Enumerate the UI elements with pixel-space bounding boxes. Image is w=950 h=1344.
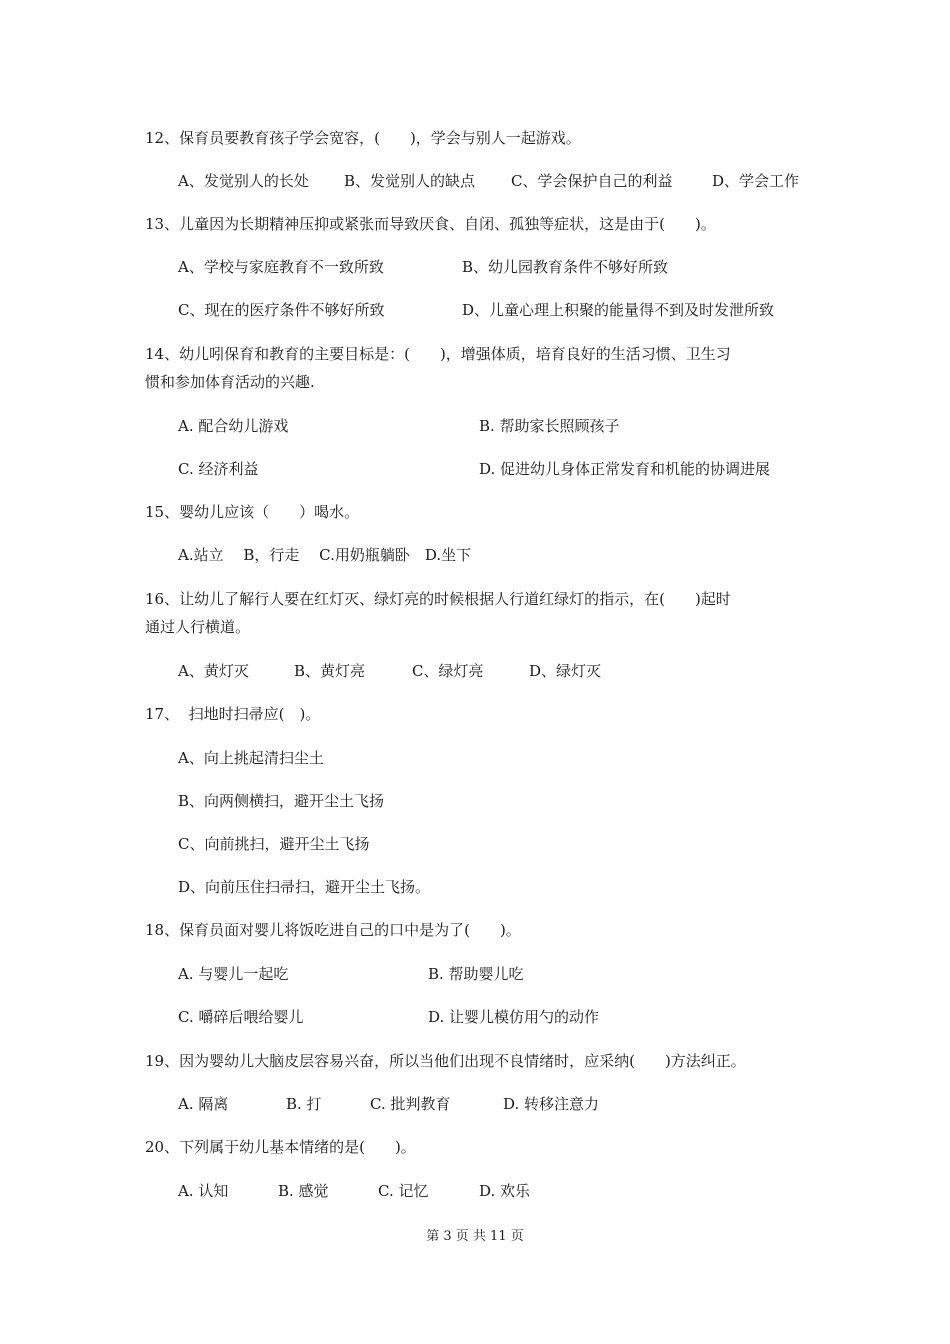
question-13-option-b: B、幼儿园教育条件不够好所致 — [462, 258, 669, 276]
question-16-option-c: C、绿灯亮 — [412, 662, 484, 680]
question-16-option-d: D、绿灯灭 — [529, 662, 602, 680]
question-18-option-c: C. 嚼碎后喂给婴儿 — [178, 1008, 304, 1026]
question-20-option-c: C. 记忆 — [378, 1182, 429, 1200]
question-13-option-c: C、现在的医疗条件不够好所致 — [178, 301, 385, 319]
question-14-stem-line-1: 14、幼儿吲保育和教育的主要目标是：( )，增强体质，培育良好的生活习惯、卫生习 — [145, 345, 731, 363]
question-12-option-c: C、学会保护自己的利益 — [511, 172, 673, 190]
question-12-option-b: B、发觉别人的缺点 — [344, 172, 476, 190]
question-12-option-d: D、学会工作 — [712, 172, 800, 190]
question-20-option-b: B. 感觉 — [278, 1182, 329, 1200]
question-16-option-a: A、黄灯灭 — [178, 662, 249, 680]
question-14-option-d: D. 促进幼儿身体正常发育和机能的协调进展 — [479, 460, 771, 478]
question-13-option-d: D、儿童心理上积聚的能量得不到及时发泄所致 — [462, 301, 775, 319]
question-12-option-a: A、发觉别人的长处 — [178, 172, 309, 190]
question-14-option-b: B. 帮助家长照顾孩子 — [479, 417, 620, 435]
question-12-stem: 12、保育员要教育孩子学会宽容，( )，学会与别人一起游戏。 — [145, 129, 581, 147]
question-18-stem: 18、保育员面对婴儿将饭吃进自己的口中是为了( )。 — [145, 921, 521, 939]
question-18-option-b: B. 帮助婴儿吃 — [428, 965, 524, 983]
question-14-option-a: A. 配合幼儿游戏 — [178, 417, 289, 435]
question-17-option-b: B、向两侧横扫，避开尘土飞扬 — [178, 792, 385, 810]
question-17-option-c: C、向前挑扫，避开尘土飞扬 — [178, 835, 370, 853]
question-13-option-a: A、学校与家庭教育不一致所致 — [178, 258, 384, 276]
question-15-options: A.站立 B，行走 C.用奶瓶躺卧 D.坐下 — [178, 546, 472, 564]
question-19-option-b: B. 打 — [286, 1095, 322, 1113]
question-17-option-a: A、向上挑起清扫尘土 — [178, 749, 324, 767]
question-20-option-d: D. 欢乐 — [479, 1182, 531, 1200]
question-20-option-a: A. 认知 — [178, 1182, 229, 1200]
question-15-stem: 15、婴幼儿应该（ ）喝水。 — [145, 503, 360, 521]
question-13-stem: 13、儿童因为长期精神压抑或紧张而导致厌食、自闭、孤独等症状，这是由于( )。 — [145, 215, 716, 233]
question-17-stem: 17、 扫地时扫帚应( )。 — [145, 705, 321, 723]
question-14-option-c: C. 经济利益 — [178, 460, 259, 478]
question-18-option-a: A. 与婴儿一起吃 — [178, 965, 289, 983]
question-19-stem: 19、因为婴幼儿大脑皮层容易兴奋，所以当他们出现不良情绪时，应采纳( )方法纠正。 — [145, 1052, 746, 1070]
question-16-option-b: B、黄灯亮 — [294, 662, 366, 680]
question-19-option-d: D. 转移注意力 — [503, 1095, 600, 1113]
question-20-stem: 20、下列属于幼儿基本情绪的是( )。 — [145, 1138, 416, 1156]
question-17-option-d: D、向前压住扫帚扫，避开尘土飞扬。 — [178, 878, 431, 896]
question-14-stem-line-2: 惯和参加体育活动的兴趣. — [145, 373, 315, 391]
page-number-footer: 第 3 页 共 11 页 — [426, 1229, 524, 1244]
question-19-option-c: C. 批判教育 — [370, 1095, 451, 1113]
question-18-option-d: D. 让婴儿模仿用勺的动作 — [428, 1008, 600, 1026]
question-16-stem-line-2: 通过人行横道。 — [145, 618, 251, 636]
question-19-option-a: A. 隔离 — [178, 1095, 229, 1113]
question-16-stem-line-1: 16、让幼儿了解行人要在红灯灭、绿灯亮的时候根据人行道红绿灯的指示，在( )起时 — [145, 590, 731, 608]
